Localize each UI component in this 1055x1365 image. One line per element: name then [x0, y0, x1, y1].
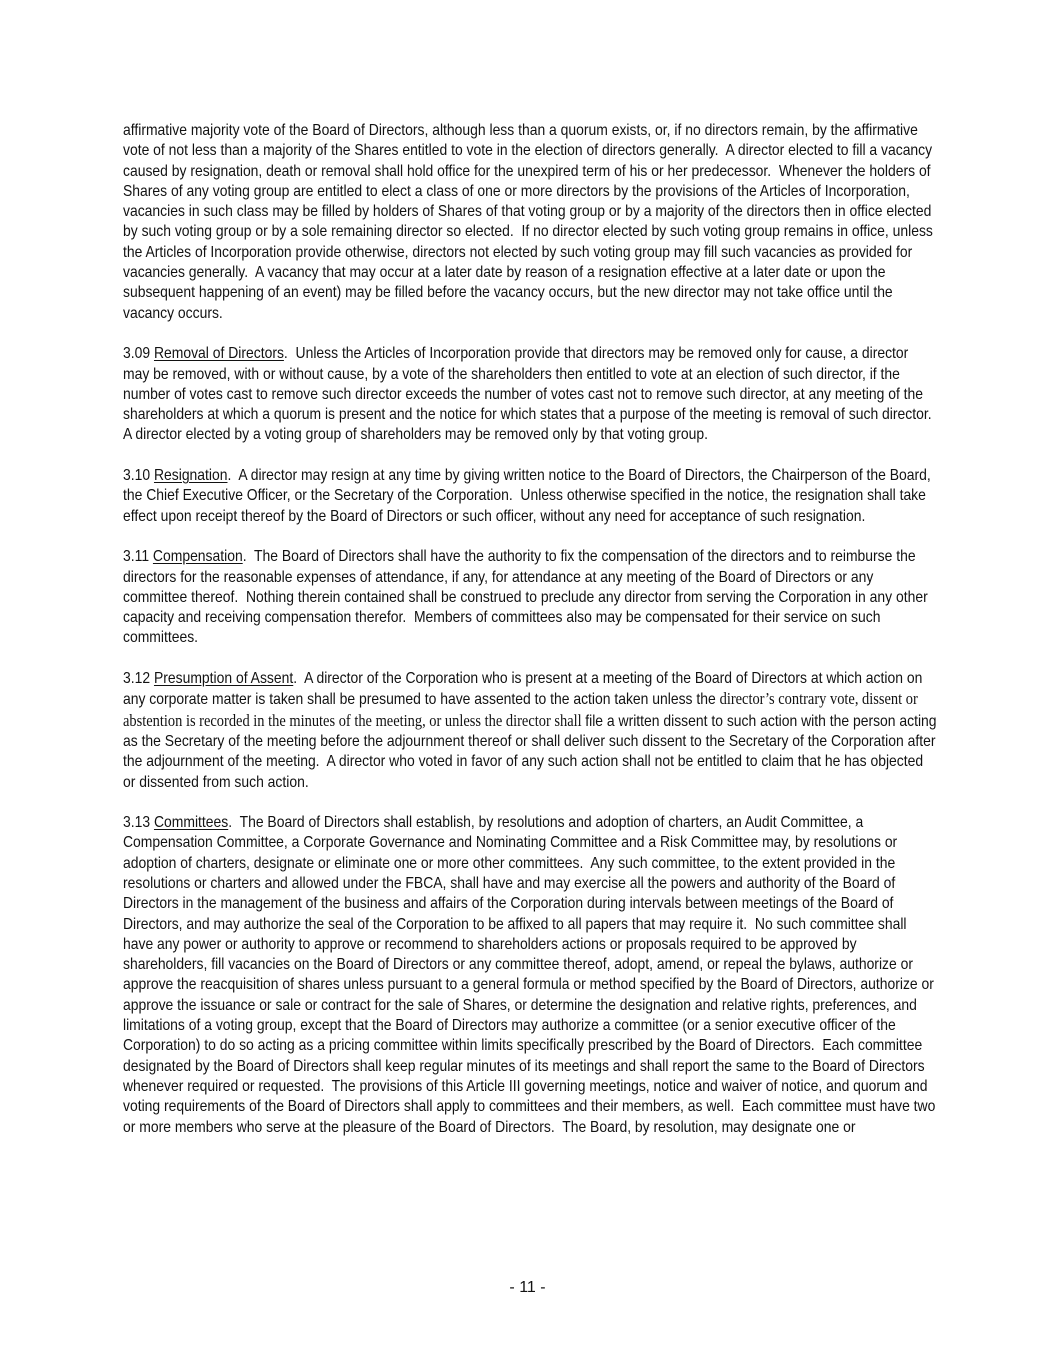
section-3-12-presumption-of-assent: [123, 669, 941, 793]
text-run: . The Board of Directors shall have the authority to fix the compensation of the directors and to reimburse the directors for the reasonable expenses of attendance, if any, for attendance at any meeting of the Board of Directors or any committee thereof. Nothing therein contained shall be construed to preclude any director from serving the Corporation in any other capacity and receiving compensation therefor. Members of committees also may be compensated for their service on such committees.: [123, 548, 932, 647]
section-title: Compensation: [152, 548, 243, 566]
page-number: - 11 -: [509, 1279, 546, 1296]
text-run: . A director may resign at any time by giving written notice to the Board of Directors, the Chairperson of the Board, the Chief Executive Officer, or the Secretary of the Corporation. Unless otherwise specified in the notice, the resignation shall take effect upon receipt thereof by the Board of Directors or such officer, without any need for acceptance of such resignation.: [123, 467, 935, 525]
serif-text-run: director’s contrary vote, dissent or abstention is recorded in the minutes of the meeting, or unless the director shall: [123, 689, 922, 730]
section-3-11-compensation: [123, 547, 938, 648]
paragraph-vacancies-continuation: [123, 121, 938, 324]
section-number: 3.12: [123, 670, 154, 688]
section-number: 3.09: [123, 345, 154, 363]
text-run: affirmative majority vote of the Board of Directors, although less than a quorum exists, or, if no directors remain, by the affirmative vote of not less than a majority of the Shares entitled to vote in the election of directors generally. A director elected to fill a vacancy caused by resignation, death or removal shall hold office for the unexpired term of his or her predecessor. Whenever the holders of Shares of any voting group are entitled to elect a class of one or more directors by the provisions of the Articles of Incorporation, vacancies in such class may be filled by holders of Shares of that voting group or by a majority of the directors then in office elected by such voting group or by a sole remaining director so elected. If no director elected by such voting group remains in office, unless the Articles of Incorporation provide otherwise, directors not elected by such voting group may fill such vacancies as provided for vacancies generally. A vacancy that may occur at a later date by reason of a resignation effective at a later date or upon the subsequent happening of an event) may be filled before the vacancy occurs, but the new director may not take office until the vacancy occurs.: [123, 122, 937, 322]
page-footer: [0, 1278, 1055, 1298]
text-run: . A director of the Corporation who is present at a meeting of the Board of Directors at which action on any corporate matter is taken shall be presumed to have assented to the action taken unless the: [123, 670, 927, 709]
document-body: [123, 121, 941, 1158]
text-run: . Unless the Articles of Incorporation provide that directors may be removed only for cause, a director may be removed, with or without cause, by a vote of the shareholders then entitled to vote at an election of such director, if the number of votes cast to remove such director exceeds the number of votes cast not to remove such director, at any meeting of the shareholders at which a quorum is present and the notice for which states that a purpose of the meeting is removal of such director. A director elected by a voting group of shareholders may be removed only by that voting group.: [123, 345, 939, 444]
section-title: Committees: [153, 814, 229, 832]
section-number: 3.13: [123, 814, 154, 832]
section-3-13-committees: [123, 813, 938, 1138]
section-3-09-removal-of-directors: [123, 344, 938, 445]
section-3-10-resignation: [123, 466, 938, 527]
text-run: file a written dissent to such action with the person acting as the Secretary of the meeting before the adjournment thereof or shall deliver such dissent to the Secretary of the Corporation after the adjournment of the meeting. A director who voted in favor of any such action shall not be entitled to claim that he has objected or dissented from such action.: [123, 712, 941, 791]
section-number: 3.10: [123, 467, 154, 485]
section-number: 3.11: [123, 548, 153, 566]
section-title: Removal of Directors: [153, 345, 284, 363]
section-title: Presumption of Assent: [153, 670, 294, 688]
section-title: Resignation: [153, 467, 228, 485]
text-run: . The Board of Directors shall establish, by resolutions and adoption of charters, an Audit Committee, a Compensation Committee, a Corporate Governance and Nominating Committee and a Risk Committee may, by resolutions or adoption of charters, designate or eliminate one or more other committees. Any such committee, to the extent provided in the resolutions or charters and allowed under the FBCA, shall have and may exercise all the powers and authority of the Board of Directors in the management of the business and affairs of the Corporation during intervals between meetings of the Board of Directors, and may authorize the seal of the Corporation to be affixed to all papers that may require it. No such committee shall have any power or authority to approve or recommend to shareholders actions or proposals required to be approved by shareholders, fill vacancies on the Board of Directors or any committee thereof, adopt, amend, or repeal the bylaws, authorize or approve the reacquisition of shares unless pursuant to a general formula or method specified by the Board of Directors, authorize or approve the issuance or sale or contract for the sale of Shares, or determine the designation and relative rights, preferences, and limitations of a voting group, except that the Board of Directors may authorize a committee (or a senior executive officer of the Corporation) to do so acting as a pricing committee within limits specifically prescribed by the Board of Directors. Each committee designated by the Board of Directors shall keep regular minutes of its meetings and shall report the same to the Board of Directors whenever required or requested. The provisions of this Article III governing meetings, notice and waiver of notice, and quorum and voting requirements of the Board of Directors shall apply to committees and their members, as well. Each committee must have two or more members who serve at the pleasure of the Board of Directors. The Board, by resolution, may designate one or: [123, 814, 940, 1136]
